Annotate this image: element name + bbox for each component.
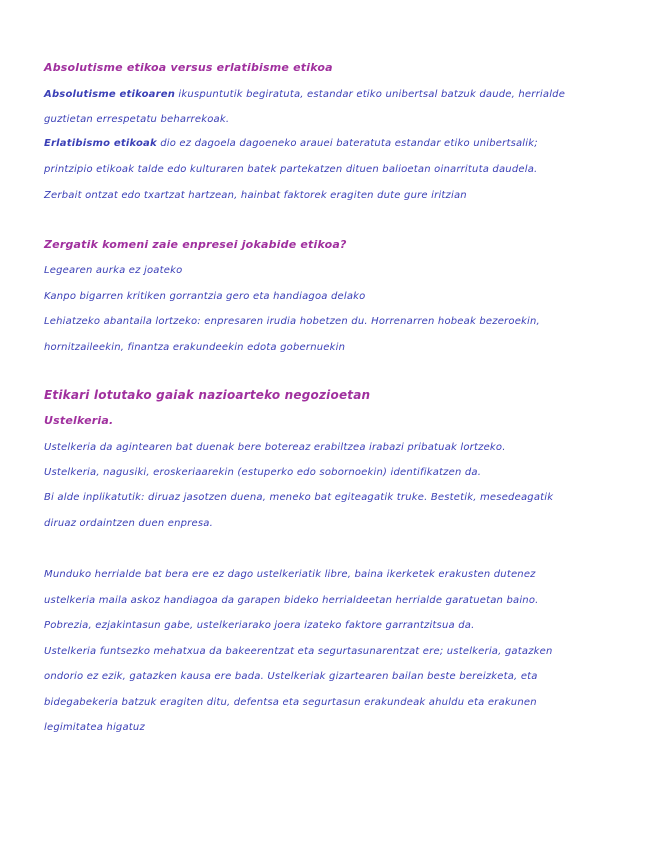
term-absolutism: Absolutisme etikoaren <box>44 89 176 100</box>
corruption-line-3: Bi alde inplikatutik: diruaz jasotzen duena, meneko bat egiteagatik truke. Bestetik, mesedeagatik <box>44 492 554 503</box>
corruption-line-2: Ustelkeria, nagusiki, eroskeriaarekin (estuperko edo sobornoekin) identifikatzen da. <box>44 467 482 478</box>
corruption-paragraph2-line-7: legimitatea higatuz <box>44 722 145 733</box>
paragraph-relativism-line-2: printzipio etikoak talde edo kulturaren batek partekatzen dituen balioetan oinarrituta daudela. <box>44 164 538 175</box>
corruption-paragraph2-line-2: ustelkeria maila askoz handiagoa da garapen bideko herrialdeetan herrialde garatuetan baino. <box>44 595 539 606</box>
reason-line-1: Legearen aurka ez joateko <box>44 265 183 276</box>
paragraph-relativism-line-1 <box>44 137 538 151</box>
term-relativism: Erlatibismo etikoak <box>44 138 157 149</box>
paragraph-relativism-line-3: Zerbait ontzat edo txartzat hartzean, hainbat faktorek eragiten dute gure iritzian <box>44 190 467 201</box>
section-title-international-ethics: Etikari lotutako gaiak nazioarteko negozioetan <box>44 388 371 402</box>
reason-line-3: Lehiatzeko abantaila lortzeko: enpresaren irudia hobetzen du. Horrenarren hobeak bezeroekin, <box>44 316 540 327</box>
paragraph-text: ikuspuntutik begiratuta, estandar etiko unibertsal batzuk daude, herrialde <box>175 89 566 100</box>
corruption-line-4: diruaz ordaintzen duen enpresa. <box>44 518 213 529</box>
corruption-paragraph2-line-6: bidegabekeria batzuk eragiten ditu, defentsa eta segurtasun erakundeak ahuldu eta erakunen <box>44 697 537 708</box>
reason-line-4: hornitzaileekin, finantza erakundeekin edota gobernuekin <box>44 342 346 353</box>
section-title-why-ethics: Zergatik komeni zaie enpresei jokabide etikoa? <box>44 238 347 251</box>
reason-line-2: Kanpo bigarren kritiken gorrantzia gero eta handiagoa delako <box>44 291 366 302</box>
paragraph-absolutism-line-2: guztietan errespetatu beharrekoak. <box>44 114 230 125</box>
corruption-paragraph2-line-1: Munduko herrialde bat bera ere ez dago ustelkeriatik libre, baina ikerketek erakusten dutenez <box>44 569 536 580</box>
paragraph-absolutism-line-1 <box>44 88 565 102</box>
section-title-absolutism: Absolutisme etikoa versus erlatibisme etikoa <box>44 61 333 74</box>
corruption-line-1: Ustelkeria da agintearen bat duenak bere botereaz erabiltzea irabazi pribatuak lortzeko. <box>44 442 506 453</box>
corruption-paragraph2-line-4: Ustelkeria funtsezko mehatxua da bakeerentzat eta segurtasunarentzat ere; ustelkeria, gatazken <box>44 646 553 657</box>
subtitle-corruption: Ustelkeria. <box>44 414 114 427</box>
paragraph-text: dio ez dagoela dagoeneko arauei bateratuta estandar etiko unibertsalik; <box>156 138 538 149</box>
corruption-paragraph2-line-5: ondorio ez ezik, gatazken kausa ere bada. Ustelkeriak gizartearen bailan beste bereizketa, eta <box>44 671 538 682</box>
corruption-paragraph2-line-3: Pobrezia, ezjakintasun gabe, ustelkeriarako joera izateko faktore garrantzitsua da. <box>44 620 475 631</box>
